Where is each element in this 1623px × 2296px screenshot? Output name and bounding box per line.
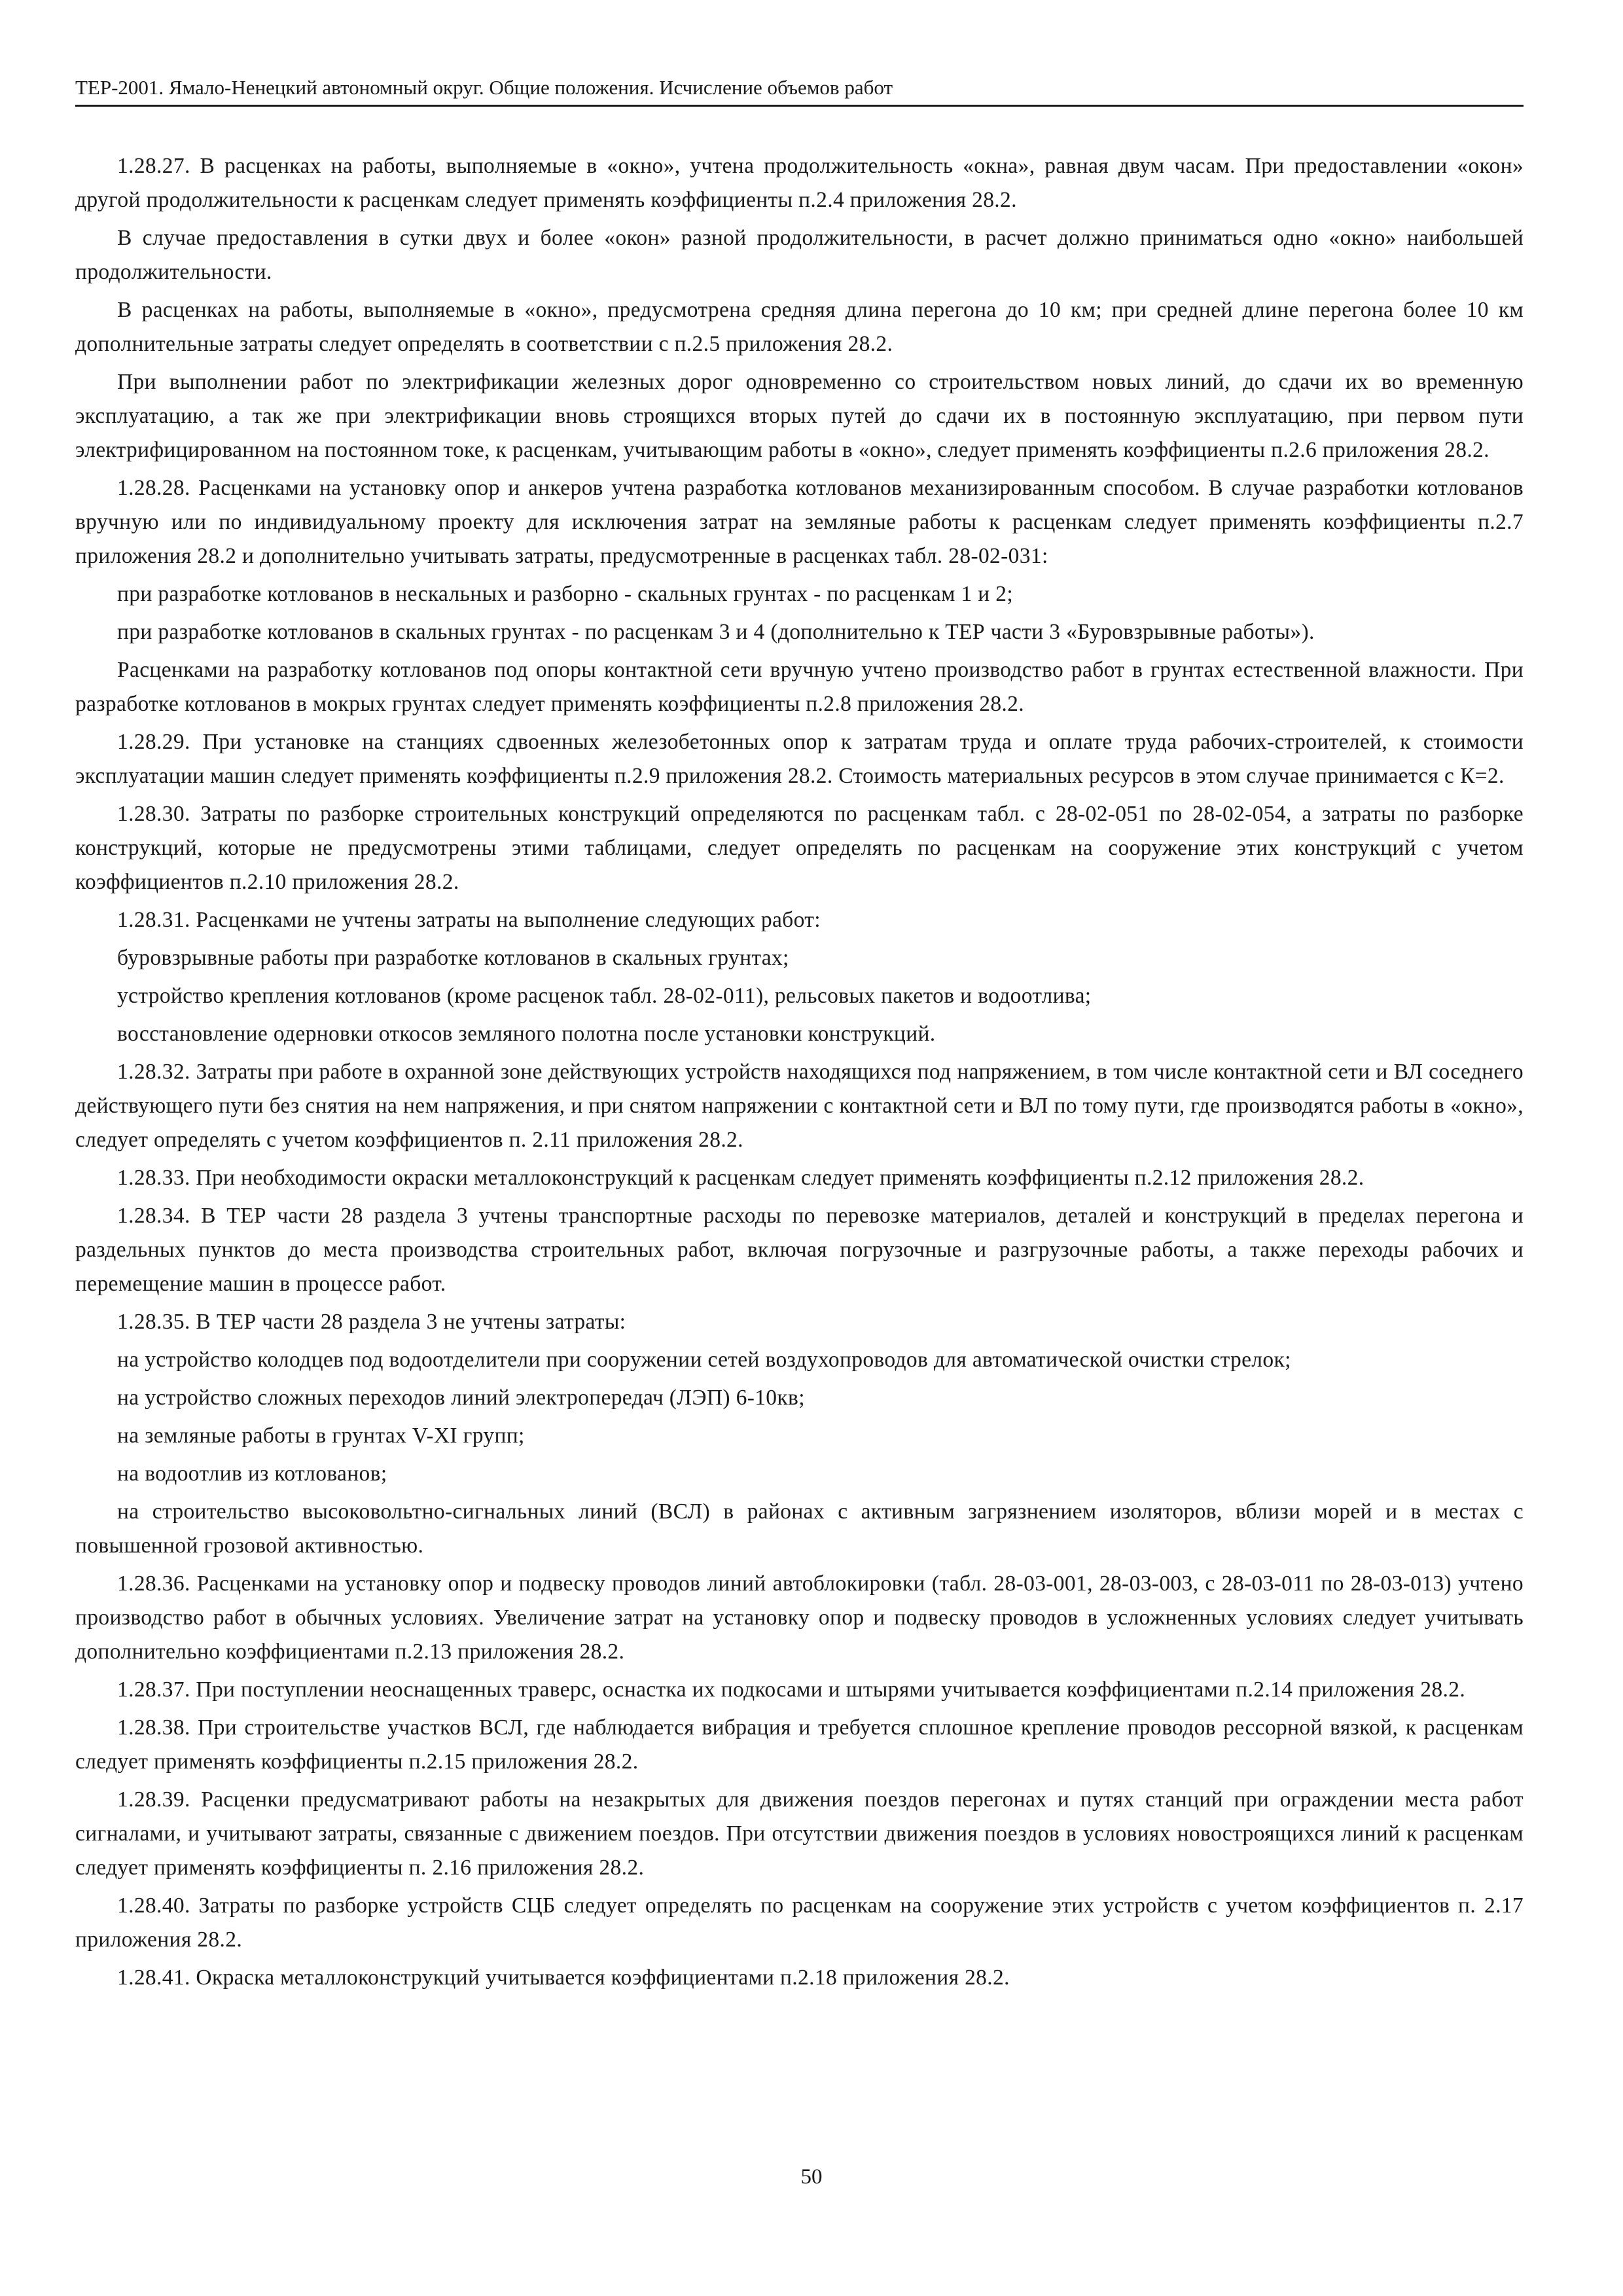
list-item: на земляные работы в грунтах V-XI групп; (117, 1424, 525, 1448)
list-item: восстановление одерновки откосов земляного полотна после установки конструкций. (117, 1022, 936, 1046)
paragraph: В расценках на работы, выполняемые в «окно», предусмотрена средняя длина перегона до 10 км; при средней длине перегона более 10 км дополнительные затраты следует определять в соответствии с п.2.5 приложения 28.2. (75, 298, 1524, 356)
paragraph: 1.28.40. Затраты по разборке устройств СЦБ следует определять по расценкам на сооружение этих устройств с учетом коэффициентов п. 2.17 приложения 28.2. (75, 1893, 1524, 1952)
paragraph: В случае предоставления в сутки двух и более «окон» разной продолжительности, в расчет должно приниматься одно «окно» наибольшей продолжительности. (75, 226, 1524, 284)
list-item: устройство крепления котлованов (кроме расценок табл. 28-02-011), рельсовых пакетов и водоотлива; (117, 984, 1092, 1008)
paragraph: 1.28.34. В ТЕР части 28 раздела 3 учтены транспортные расходы по перевозке материалов, деталей и конструкций в пределах перегона и раздельных пунктов до места производства строительных работ, включая погрузочные и разгрузочные работы, а также переходы рабочих и перемещение машин в процессе работ. (75, 1204, 1524, 1296)
paragraph: 1.28.27. В расценках на работы, выполняемые в «окно», учтена продолжительность «окна», равная двум часам. При предоставлении «окон» другой продолжительности к расценкам следует применять коэффициенты п.2.4 приложения 28.2. (75, 154, 1524, 212)
page-number: 50 (800, 2165, 823, 2189)
list-item: на водоотлив из котлованов; (117, 1462, 387, 1486)
paragraph: 1.28.39. Расценки предусматривают работы на незакрытых для движения поездов перегонах и путях станций при ограждении места работ сигналами, и учитывают затраты, связанные с движением поездов. При отсутствии движения поездов в условиях новостроящихся линий к расценкам следует применять коэффициенты п. 2.16 приложения 28.2. (75, 1787, 1524, 1880)
paragraph: 1.28.35. В ТЕР части 28 раздела 3 не учтены затраты: (117, 1310, 626, 1334)
paragraph: При выполнении работ по электрификации железных дорог одновременно со строительством новых линий, до сдачи их во временную эксплуатацию, а так же при электрификации вновь строящихся вторых путей до сдачи их в постоянную эксплуатацию, при первом пути электрифицированном на постоянном токе, к расценкам, учитывающим работы в «окно», следует применять коэффициенты п.2.6 приложения 28.2. (75, 370, 1524, 462)
running-header: ТЕР-2001. Ямало-Ненецкий автономный округ. Общие положения. Исчисление объемов работ (75, 71, 1524, 107)
body-text (75, 149, 1524, 1999)
list-item: на устройство сложных переходов линий электропередач (ЛЭП) 6-10кв; (117, 1386, 805, 1410)
list-item: при разработке котлованов в скальных грунтах - по расценкам 3 и 4 (дополнительно к ТЕР части 3 «Буровзрывные работы»). (117, 620, 1315, 644)
paragraph: 1.28.32. Затраты при работе в охранной зоне действующих устройств находящихся под напряжением, в том числе контактной сети и ВЛ соседнего действующего пути без снятия на нем напряжения, и при снятом напряжении с контактной сети и ВЛ по тому пути, где производятся работы в «окно», следует определять с учетом коэффициентов п. 2.11 приложения 28.2. (75, 1060, 1524, 1152)
paragraph: 1.28.38. При строительстве участков ВСЛ, где наблюдается вибрация и требуется сплошное крепление проводов рессорной вязкой, к расценкам следует применять коэффициенты п.2.15 приложения 28.2. (75, 1715, 1524, 1774)
paragraph: 1.28.28. Расценками на установку опор и анкеров учтена разработка котлованов механизированным способом. В случае разработки котлованов вручную или по индивидуальному проекту для исключения затрат на земляные работы к расценкам следует применять коэффициенты п.2.7 приложения 28.2 и дополнительно учитывать затраты, предусмотренные в расценках табл. 28-02-031: (75, 476, 1524, 568)
paragraph: 1.28.30. Затраты по разборке строительных конструкций определяются по расценкам табл. с 28-02-051 по 28-02-054, а затраты по разборке конструкций, которые не предусмотрены этими таблицами, следует определять по расценкам на сооружение этих конструкций с учетом коэффициентов п.2.10 приложения 28.2. (75, 802, 1524, 894)
paragraph: 1.28.31. Расценками не учтены затраты на выполнение следующих работ: (117, 908, 821, 932)
list-item: буровзрывные работы при разработке котлованов в скальных грунтах; (117, 946, 789, 970)
paragraph: 1.28.36. Расценками на установку опор и подвеску проводов линий автоблокировки (табл. 28-03-001, 28-03-003, с 28-03-011 по 28-03-013) учтено производство работ в обычных условиях. Увеличение затрат на установку опор и подвеску проводов в усложненных условиях следует учитывать дополнительно коэффициентами п.2.13 приложения 28.2. (75, 1571, 1524, 1664)
list-item: на устройство колодцев под водоотделители при сооружении сетей воздухопроводов для автоматической очистки стрелок; (117, 1348, 1291, 1372)
paragraph: 1.28.33. При необходимости окраски металлоконструкций к расценкам следует применять коэффициенты п.2.12 приложения 28.2. (117, 1166, 1364, 1190)
list-item: при разработке котлованов в нескальных и разборно - скальных грунтах - по расценкам 1 и 2; (117, 582, 1013, 606)
paragraph: Расценками на разработку котлованов под опоры контактной сети вручную учтено производство работ в грунтах естественной влажности. При разработке котлованов в мокрых грунтах следует применять коэффициенты п.2.8 приложения 28.2. (75, 658, 1524, 716)
paragraph: 1.28.37. При поступлении неоснащенных траверс, оснастка их подкосами и штырями учитывается коэффициентами п.2.14 приложения 28.2. (117, 1677, 1466, 1702)
paragraph: 1.28.29. При установке на станциях сдвоенных железобетонных опор к затратам труда и оплате труда рабочих-строителей, к стоимости эксплуатации машин следует применять коэффициенты п.2.9 приложения 28.2. Стоимость материальных ресурсов в этом случае принимается с К=2. (75, 730, 1524, 788)
paragraph: 1.28.41. Окраска металлоконструкций учитывается коэффициентами п.2.18 приложения 28.2. (117, 1965, 1010, 1990)
list-item: на строительство высоковольтно-сигнальных линий (ВСЛ) в районах с активным загрязнением изоляторов, вблизи морей и в местах с повышенной грозовой активностью. (75, 1499, 1524, 1558)
